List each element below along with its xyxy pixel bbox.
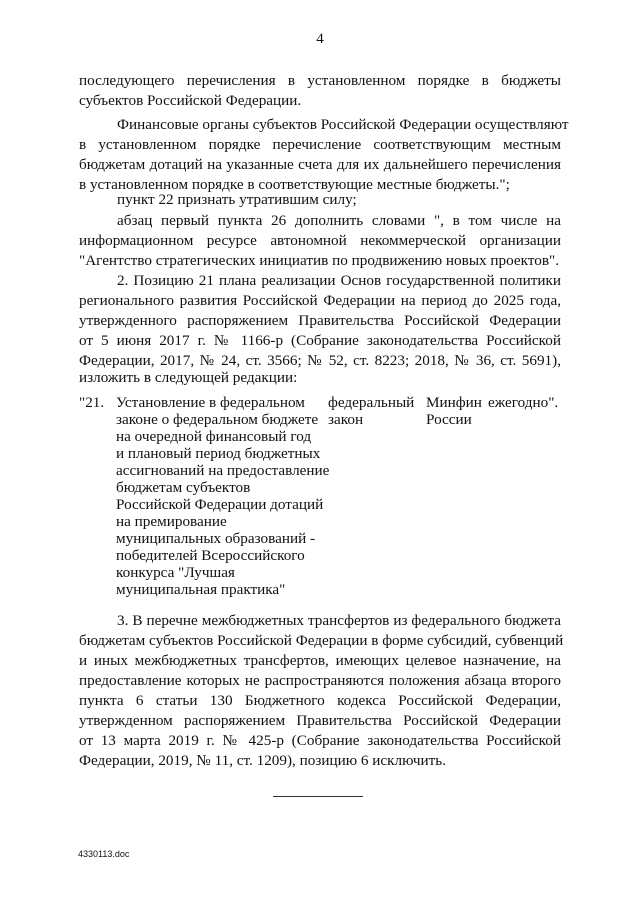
table-row-number: "21. [79,394,105,411]
text-line: от 13 марта 2019 г. № 425-р (Собрание законодательства Российской [79,732,561,749]
text-line: 3. В перечне межбюджетных трансфертов из федерального бюджета [117,612,561,629]
activity-line: ассигнований на предоставление [116,462,330,479]
text-line: Федерации, 2017, № 24, ст. 3566; № 52, ст. 8223; 2018, № 36, ст. 5691), [79,352,561,369]
text-line: Финансовые органы субъектов Российской Федерации осуществляют [117,116,569,133]
text-line: 2. Позицию 21 плана реализации Основ государственной политики [117,272,561,289]
activity-line: конкурса "Лучшая [116,564,235,581]
activity-line: законе о федеральном бюджете [116,411,319,428]
table-deadline: ежегодно". [488,394,559,411]
page-number: 4 [316,31,324,47]
activity-line: Российской Федерации дотаций [116,496,324,513]
text-line: бюджетам дотаций на указанные счета для их дальнейшего перечисления [79,156,561,173]
text-line: регионального развития Российской Федерации на период до 2025 года, [79,292,561,309]
text-line: предоставление которых не распространяются положения абзаца второго [79,672,561,689]
activity-line: муниципальных образований - [116,530,316,547]
text-line: "Агентство стратегических инициатив по продвижению новых проектов". [79,252,560,269]
text-line: в установленном порядке перечисление соответствующим местным [79,136,561,153]
activity-line: победителей Всероссийского [116,547,305,564]
activity-line: бюджетам субъектов [116,479,251,496]
table-executor: России [426,411,472,428]
text-line: утвержденного распоряжением Правительства Российской Федерации [79,312,561,329]
text-line: Федерации, 2019, № 11, ст. 1209), позицию 6 исключить. [79,752,447,769]
activity-line: на премирование [116,513,227,530]
activity-line: и плановый период бюджетных [116,445,321,462]
file-name-footer: 4330113.doc [78,849,130,859]
separator-line [273,796,363,797]
text-line: пункта 6 статьи 130 Бюджетного кодекса Российской Федерации, [79,692,561,709]
activity-line: на очередной финансовый год [116,428,312,445]
text-line: и иных межбюджетных трансфертов, имеющих целевое назначение, на [79,652,561,669]
text-line: утвержденном распоряжением Правительства Российской Федерации [79,712,561,729]
text-line: абзац первый пункта 26 дополнить словами ", в том числе на [117,212,561,229]
text-line: от 5 июня 2017 г. № 1166-р (Собрание законодательства Российской [79,332,561,349]
text-line: информационном ресурсе автономной некоммерческой организации [79,232,561,249]
text-line: в установленном порядке в соответствующие местные бюджеты."; [79,176,510,193]
text-line: изложить в следующей редакции: [79,369,298,386]
activity-line: муниципальная практика" [116,581,286,598]
table-doctype: закон [328,411,364,428]
text-line: пункт 22 признать утратившим силу; [117,191,357,208]
text-line: последующего перечисления в установленном порядке в бюджеты [79,72,561,89]
text-line: субъектов Российской Федерации. [79,92,302,109]
activity-line: Установление в федеральном [116,394,305,411]
table-executor: Минфин [426,394,482,411]
table-doctype: федеральный [328,394,415,411]
text-line: бюджетам субъектов Российской Федерации в форме субсидий, субвенций [79,632,564,649]
